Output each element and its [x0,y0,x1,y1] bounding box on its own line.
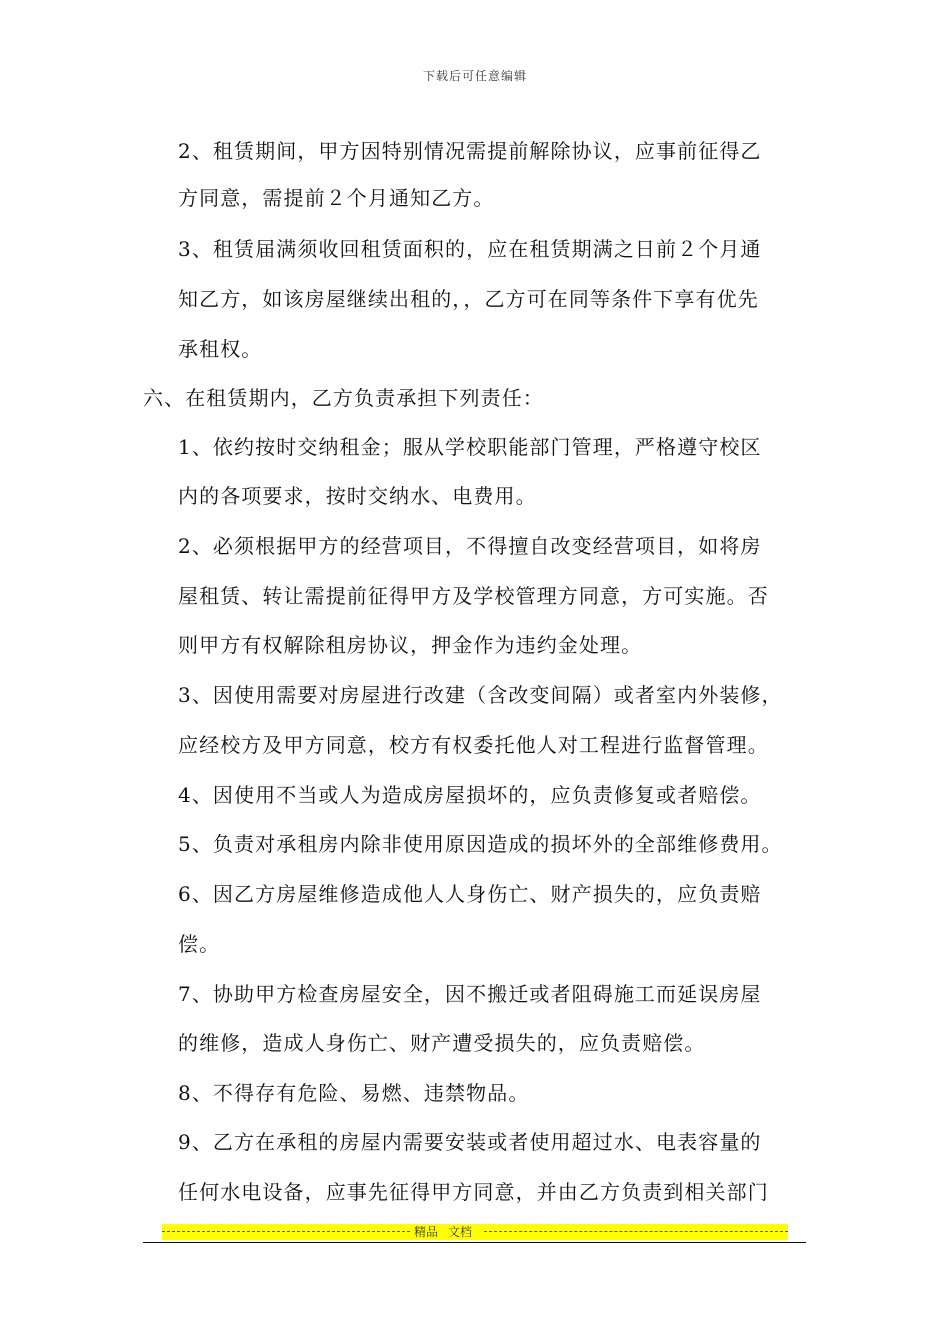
paragraph-line: 的维修，造成人身伤亡、财产遭受损失的，应负责赔偿。 [178,1031,706,1055]
paragraph-line: 8、不得存有危险、易燃、违禁物品。 [178,1081,530,1105]
footer-dash-right [484,1231,788,1232]
paragraph-line: 承租权。 [178,337,263,361]
footer-dash-left [162,1231,410,1232]
paragraph-line: 偿。 [178,932,221,956]
header-note: 下载后可任意编辑 [422,69,527,83]
footer-banner [162,1224,788,1240]
paragraph-line: 知乙方，如该房屋继续出租的，，乙方可在同等条件下享有优先 [178,287,759,311]
footer-label [414,1224,482,1240]
paragraph-line: 则甲方有权解除租房协议，押金作为违约金处理。 [178,633,643,657]
paragraph-line: 6、因乙方房屋维修造成他人人身伤亡、财产损失的，应负责赔 [178,882,762,906]
paragraph-line: 3、租赁届满须收回租赁面积的，应在租赁期满之日前２个月通 [178,237,762,261]
paragraph-line: 5、负责对承租房内除非使用原因造成的损坏外的全部维修费用。 [178,832,783,856]
paragraph-line: 屋租赁、转让需提前征得甲方及学校管理方同意，方可实施。否 [178,584,769,608]
section-heading: 六、在租赁期内，乙方负责承担下列责任： [143,386,544,410]
paragraph-line: 2、必须根据甲方的经营项目，不得擅自改变经营项目，如将房 [178,534,762,558]
paragraph-line: 7、协助甲方检查房屋安全，因不搬迁或者阻碍施工而延误房屋 [178,982,762,1006]
paragraph-line: 3、因使用需要对房屋进行改建（含改变间隔）或者室内外装修， [178,683,783,707]
paragraph-line: 任何水电设备，应事先征得甲方同意，并由乙方负责到相关部门 [178,1180,769,1204]
paragraph-line: 应经校方及甲方同意，校方有权委托他人对工程进行监督管理。 [178,733,769,757]
paragraph-line: 1、依约按时交纳租金；服从学校职能部门管理，严格遵守校区 [178,435,762,459]
paragraph-line: 方同意，需提前２个月通知乙方。 [178,186,495,210]
paragraph-line: 2、租赁期间，甲方因特别情况需提前解除协议，应事前征得乙 [178,139,762,163]
paragraph-line: 9、乙方在承租的房屋内需要安装或者使用超过水、电表容量的 [178,1130,762,1154]
footer-label-1: 精品 [414,1225,439,1239]
paragraph-line: 4、因使用不当或人为造成房屋损坏的，应负责修复或者赔偿。 [178,783,762,807]
paragraph-line: 内的各项要求，按时交纳水、电费用。 [178,484,537,508]
footer-label-2: 文档 [448,1225,473,1239]
footer-rule [143,1242,806,1243]
